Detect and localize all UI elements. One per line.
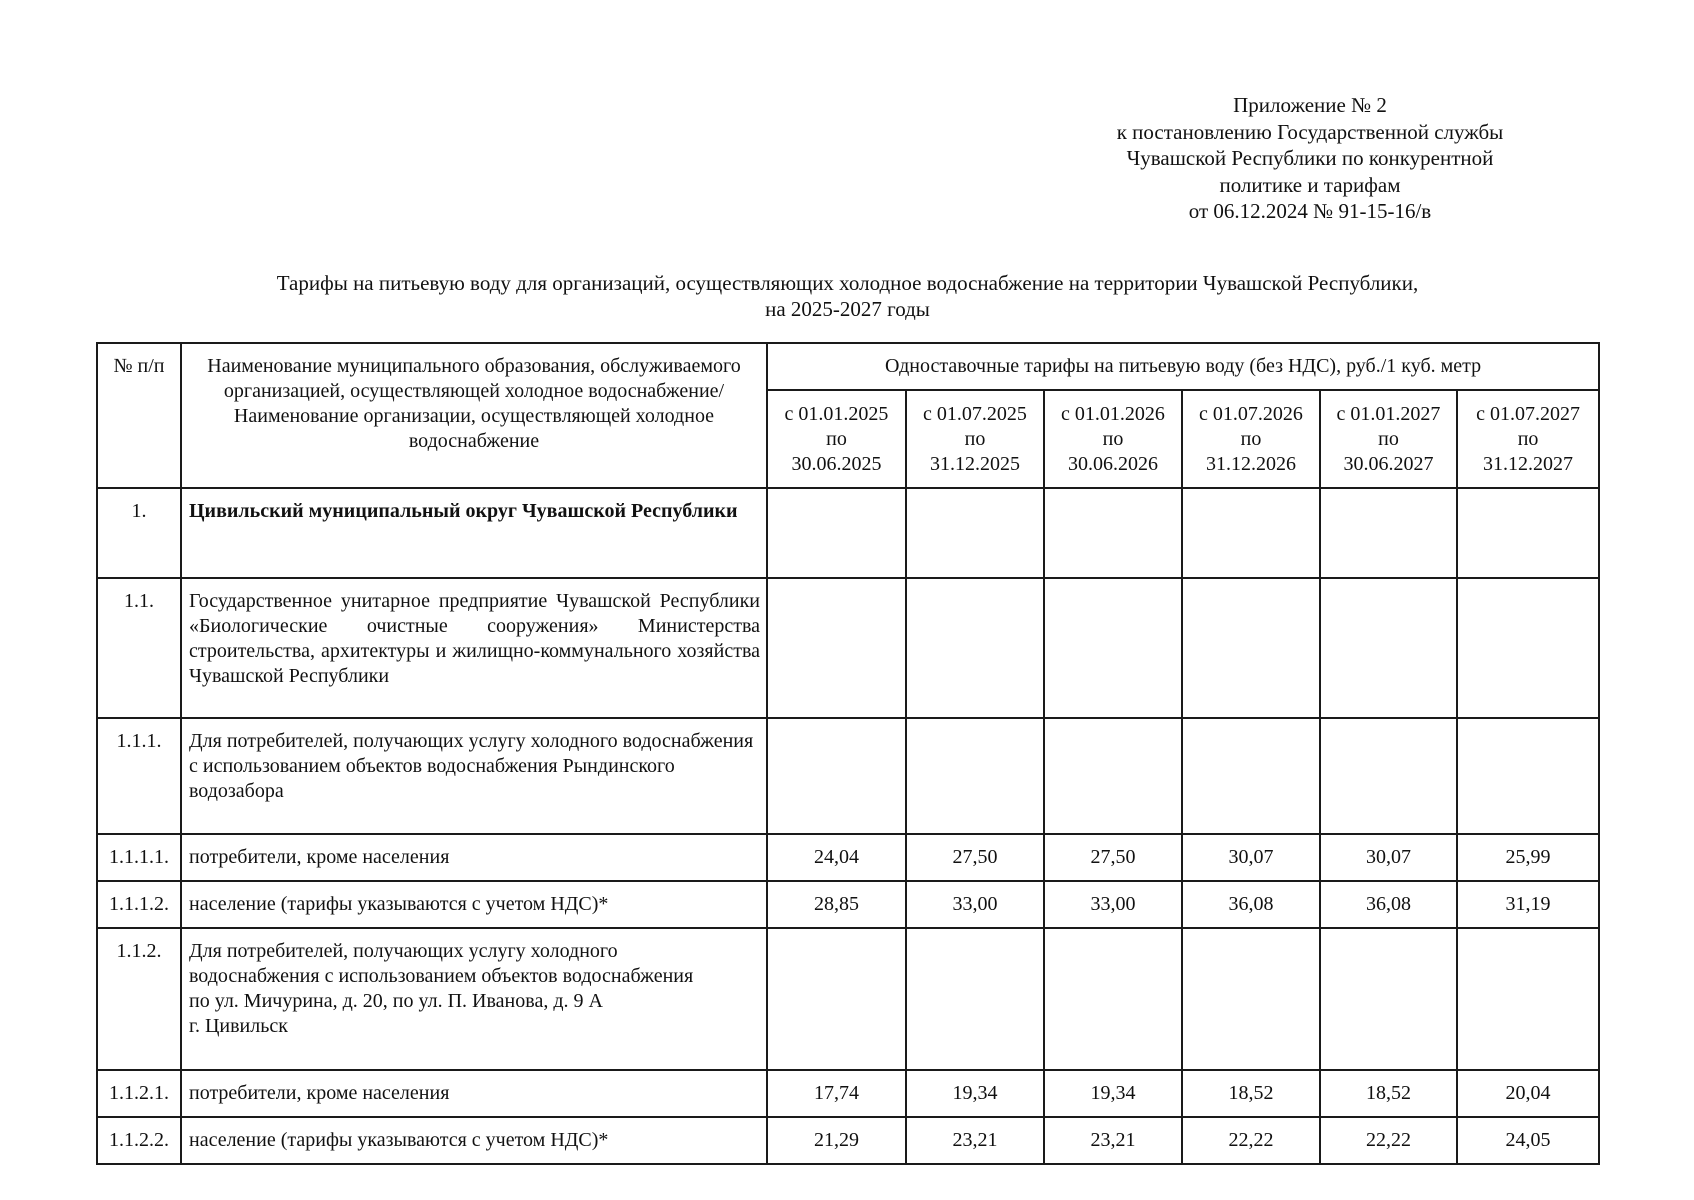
tariff-cell (1457, 718, 1599, 834)
table-row (97, 1117, 1599, 1164)
header-period: с 01.07.2026 по 31.12.2026 (1182, 390, 1320, 488)
row-number: 1.1.1.2. (97, 881, 181, 928)
tariff-cell: 24,05 (1457, 1117, 1599, 1164)
header-period: с 01.01.2025 по 30.06.2025 (767, 390, 906, 488)
tariff-cell: 18,52 (1182, 1070, 1320, 1117)
title-line: Тарифы на питьевую воду для организаций, осуществляющих холодное водоснабжение на территории Чувашской Республики, (276, 271, 1419, 295)
tariff-cell: 19,34 (1044, 1070, 1182, 1117)
row-number: 1.1.2.1. (97, 1070, 181, 1117)
tariff-cell (1182, 578, 1320, 718)
tariff-cell: 20,04 (1457, 1070, 1599, 1117)
tariff-cell (767, 718, 906, 834)
tariff-cell (1182, 928, 1320, 1070)
tariff-cell (1320, 928, 1457, 1070)
title-line: на 2025-2027 годы (765, 297, 930, 321)
tariff-cell (1457, 488, 1599, 578)
row-number: 1.1.1. (97, 718, 181, 834)
tariff-cell (767, 928, 906, 1070)
tariffs-table (96, 342, 1600, 1165)
document-title (95, 270, 1600, 322)
row-name-line: по ул. Мичурина, д. 20, по ул. П. Иванова, д. 9 А (189, 990, 603, 1012)
row-name: Для потребителей, получающих услугу холодного водоснабжения с использованием объектов водоснабжения Рындинского водозабора (181, 718, 767, 834)
tariff-cell (906, 928, 1044, 1070)
row-name: потребители, кроме населения (181, 1070, 767, 1117)
tariff-cell (767, 578, 906, 718)
row-number: 1.1.2.2. (97, 1117, 181, 1164)
row-name: Цивильский муниципальный округ Чувашской Республики (181, 488, 767, 578)
table-row (97, 834, 1599, 881)
tariff-cell (1044, 928, 1182, 1070)
row-name-line: Для потребителей, получающих услугу холодного (189, 940, 618, 962)
tariff-cell: 28,85 (767, 881, 906, 928)
tariff-cell: 22,22 (1320, 1117, 1457, 1164)
tariff-cell: 23,21 (906, 1117, 1044, 1164)
tariff-cell (906, 718, 1044, 834)
tariff-cell: 27,50 (906, 834, 1044, 881)
header-number: № п/п (97, 343, 181, 488)
tariff-cell: 21,29 (767, 1117, 906, 1164)
appendix-line: Чувашской Республики по конкурентной (1126, 146, 1494, 170)
table-row (97, 928, 1599, 1070)
tariff-cell (1320, 718, 1457, 834)
header-period: с 01.01.2027 по 30.06.2027 (1320, 390, 1457, 488)
tariff-cell (1044, 578, 1182, 718)
appendix-line: от 06.12.2024 № 91-15-16/в (1188, 199, 1432, 223)
appendix-line: к постановлению Государственной службы (1116, 119, 1504, 144)
tariff-cell: 36,08 (1182, 881, 1320, 928)
tariff-cell (1044, 718, 1182, 834)
appendix-header (1080, 92, 1540, 225)
tariff-cell (906, 578, 1044, 718)
tariff-cell (1044, 488, 1182, 578)
table-row (97, 488, 1599, 578)
tariff-cell (1320, 578, 1457, 718)
tariff-cell (1457, 928, 1599, 1070)
tariff-cell (1182, 488, 1320, 578)
tariff-cell: 33,00 (906, 881, 1044, 928)
row-number: 1.1. (97, 578, 181, 718)
row-name-line: г. Цивильск (189, 1015, 288, 1037)
tariff-cell (1182, 718, 1320, 834)
tariff-cell: 24,04 (767, 834, 906, 881)
table-row (97, 578, 1599, 718)
row-name: население (тарифы указываются с учетом НДС)* (181, 881, 767, 928)
appendix-line: Приложение № 2 (1233, 93, 1387, 117)
tariff-cell: 19,34 (906, 1070, 1044, 1117)
appendix-line: политике и тарифам (1219, 172, 1401, 197)
tariff-cell: 27,50 (1044, 834, 1182, 881)
tariff-cell (1320, 488, 1457, 578)
row-number: 1.1.2. (97, 928, 181, 1070)
header-period: с 01.01.2026 по 30.06.2026 (1044, 390, 1182, 488)
row-name-line: водоснабжения с использованием объектов водоснабжения (189, 965, 694, 987)
tariff-cell: 33,00 (1044, 881, 1182, 928)
tariff-cell: 17,74 (767, 1070, 906, 1117)
table-row (97, 718, 1599, 834)
table-row (97, 1070, 1599, 1117)
tariff-cell: 22,22 (1182, 1117, 1320, 1164)
tariff-cell (1457, 578, 1599, 718)
tariff-cell: 30,07 (1182, 834, 1320, 881)
table-header-row (97, 343, 1599, 390)
header-tariffs: Одноставочные тарифы на питьевую воду (без НДС), руб./1 куб. метр (767, 343, 1599, 390)
tariff-cell (906, 488, 1044, 578)
tariff-cell: 31,19 (1457, 881, 1599, 928)
row-name (181, 928, 767, 1070)
tariff-cell: 23,21 (1044, 1117, 1182, 1164)
row-number: 1. (97, 488, 181, 578)
row-name: население (тарифы указываются с учетом НДС)* (181, 1117, 767, 1164)
tariff-cell: 18,52 (1320, 1070, 1457, 1117)
row-name: потребители, кроме населения (181, 834, 767, 881)
row-name: Государственное унитарное предприятие Чувашской Республики «Биологические очистные сооружения» Министерства строительства, архитектуры и жилищно-коммунального хозяйства Чувашской Республики (181, 578, 767, 718)
tariff-cell: 36,08 (1320, 881, 1457, 928)
header-period: с 01.07.2027 по 31.12.2027 (1457, 390, 1599, 488)
tariff-cell (767, 488, 906, 578)
tariff-cell: 25,99 (1457, 834, 1599, 881)
row-number: 1.1.1.1. (97, 834, 181, 881)
header-period: с 01.07.2025 по 31.12.2025 (906, 390, 1044, 488)
table-row (97, 881, 1599, 928)
header-name: Наименование муниципального образования, обслуживаемого организацией, осуществляющей холодное водоснабжение/Наименование организации, осуществляющей холодное водоснабжение (181, 343, 767, 488)
tariff-cell: 30,07 (1320, 834, 1457, 881)
